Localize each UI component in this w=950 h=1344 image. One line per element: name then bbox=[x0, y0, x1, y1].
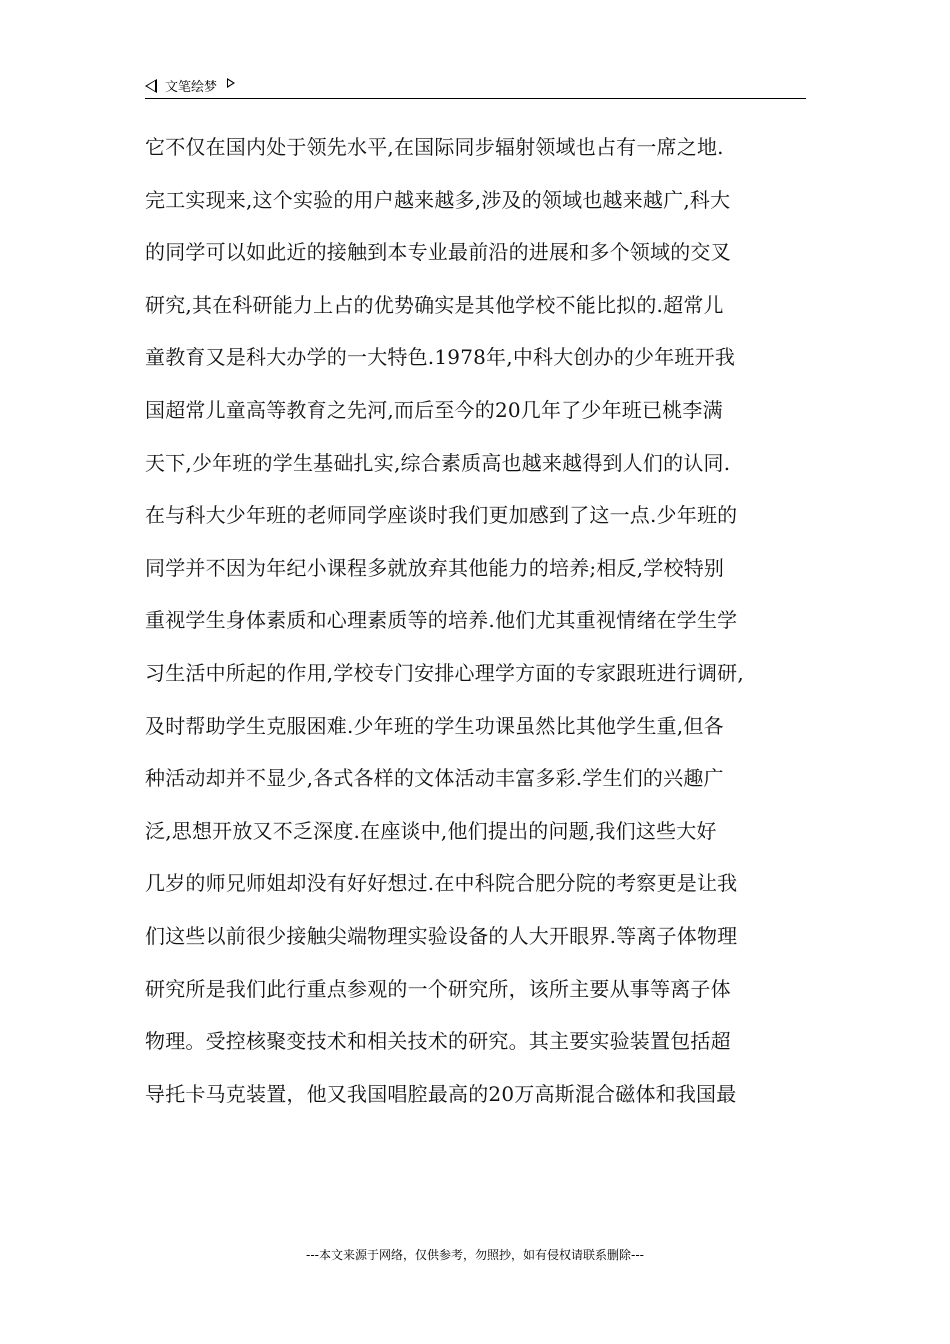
body-line: 物理。受控核聚变技术和相关技术的研究。其主要实验装置包括超 bbox=[145, 1029, 731, 1054]
body-line: 种活动却并不显少,各式各样的文体活动丰富多彩.学生们的兴趣广 bbox=[145, 766, 724, 791]
document-body bbox=[145, 130, 820, 1129]
left-triangle-icon bbox=[145, 79, 157, 93]
body-line: 研究,其在科研能力上占的优势确实是其他学校不能比拟的.超常儿 bbox=[145, 292, 724, 317]
body-line: 们这些以前很少接触尖端物理实验设备的人大开眼界.等离子体物理 bbox=[145, 923, 738, 948]
body-line: 它不仅在国内处于领先水平,在国际同步辐射领域也占有一席之地. bbox=[145, 135, 724, 159]
body-line: 在与科大少年班的老师同学座谈时我们更加感到了这一点.少年班的 bbox=[145, 503, 738, 528]
body-line: 同学并不因为年纪小课程多就放弃其他能力的培养;相反,学校特别 bbox=[145, 555, 725, 580]
right-triangle-icon bbox=[227, 78, 235, 88]
body-line: 研究所是我们此行重点参观的一个研究所，该所主要从事等离子体 bbox=[145, 976, 731, 1001]
page-header bbox=[145, 74, 806, 99]
body-line: 国超常儿童高等教育之先河,而后至今的20几年了少年班已桃李满 bbox=[145, 397, 723, 422]
body-line: 的同学可以如此近的接触到本专业最前沿的进展和多个领域的交叉 bbox=[145, 240, 731, 265]
body-line: 重视学生身体素质和心理素质等的培养.他们尤其重视情绪在学生学 bbox=[145, 608, 738, 633]
body-line: 及时帮助学生克服困难.少年班的学生功课虽然比其他学生重,但各 bbox=[145, 713, 724, 738]
body-line: 完工实现来,这个实验的用户越来越多,涉及的领域也越来越广,科大 bbox=[145, 187, 731, 212]
header-brand bbox=[145, 76, 235, 95]
body-line: 童教育又是科大办学的一大特色.1978年,中科大创办的少年班开我 bbox=[145, 345, 736, 370]
page-footer: ---本文来源于网络，仅供参考，勿照抄，如有侵权请联系删除--- bbox=[306, 1248, 644, 1262]
brand-title: 文笔绘梦 bbox=[165, 80, 218, 95]
body-line: 习生活中所起的作用,学校专门安排心理学方面的专家跟班进行调研, bbox=[145, 660, 744, 685]
body-line: 导托卡马克装置，他又我国唱腔最高的20万高斯混合磁体和我国最 bbox=[145, 1081, 737, 1106]
body-line: 几岁的师兄师姐却没有好好想过.在中科院合肥分院的考察更是让我 bbox=[145, 871, 738, 896]
body-line: 天下,少年班的学生基础扎实,综合素质高也越来越得到人们的认同. bbox=[145, 450, 731, 475]
body-line: 泛,思想开放又不乏深度.在座谈中,他们提出的问题,我们这些大好 bbox=[145, 818, 717, 843]
